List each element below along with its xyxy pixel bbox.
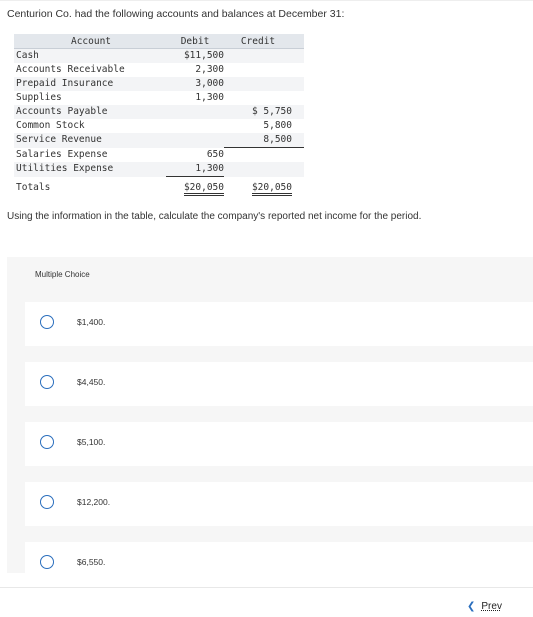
debit-cell: 1,300 [166, 162, 224, 177]
credit-cell [224, 91, 304, 105]
table-row [14, 119, 304, 133]
debit-cell: $11,500 [166, 49, 224, 64]
debit-cell: 650 [166, 148, 224, 163]
debit-cell [166, 105, 224, 119]
answer-option-4[interactable] [25, 482, 533, 526]
debit-cell [166, 119, 224, 133]
prev-button[interactable] [467, 601, 502, 612]
table-row [14, 162, 304, 177]
credit-cell [224, 49, 304, 64]
debit-cell: 3,000 [166, 77, 224, 91]
problem-intro: Centurion Co. had the following accounts and balances at December 31: [7, 8, 345, 20]
trial-balance-table [14, 34, 304, 199]
account-cell: Supplies [14, 91, 166, 105]
account-cell: Cash [14, 49, 166, 64]
totals-row [14, 177, 304, 200]
credit-total: $20,050 [252, 182, 292, 196]
answer-option-label: $5,100. [77, 437, 106, 447]
debit-cell [166, 133, 224, 148]
account-cell: Utilities Expense [14, 162, 166, 177]
credit-cell: $ 5,750 [224, 105, 304, 119]
table-row [14, 91, 304, 105]
credit-cell [224, 77, 304, 91]
radio-icon[interactable] [40, 375, 54, 389]
credit-cell: 8,500 [224, 133, 304, 148]
account-cell: Prepaid Insurance [14, 77, 166, 91]
account-cell: Accounts Payable [14, 105, 166, 119]
question-text: Using the information in the table, calculate the company's reported net income for the period. [7, 211, 422, 222]
answer-option-label: $6,550. [77, 557, 106, 567]
answer-option-3[interactable] [25, 422, 533, 466]
radio-icon[interactable] [40, 435, 54, 449]
prev-label: Prev [481, 601, 502, 612]
table-row [14, 49, 304, 64]
credit-cell [224, 162, 304, 177]
totals-label: Totals [14, 177, 166, 200]
account-column-header: Account [14, 34, 166, 49]
account-cell: Service Revenue [14, 133, 166, 148]
credit-cell [224, 63, 304, 77]
table-row [14, 77, 304, 91]
credit-column-header: Credit [224, 34, 304, 49]
table-row [14, 148, 304, 163]
answer-option-label: $4,450. [77, 377, 106, 387]
account-cell: Salaries Expense [14, 148, 166, 163]
debit-total: $20,050 [184, 182, 224, 196]
top-divider [0, 0, 533, 1]
credit-cell [224, 148, 304, 163]
answer-option-label: $1,400. [77, 317, 106, 327]
debit-cell: 1,300 [166, 91, 224, 105]
table-row [14, 105, 304, 119]
table-row [14, 63, 304, 77]
account-cell: Common Stock [14, 119, 166, 133]
answer-option-2[interactable] [25, 362, 533, 406]
debit-cell: 2,300 [166, 63, 224, 77]
debit-column-header: Debit [166, 34, 224, 49]
radio-icon[interactable] [40, 555, 54, 569]
footer-divider [0, 587, 533, 588]
answer-option-1[interactable] [25, 302, 533, 346]
chevron-left-icon: ❮ [467, 601, 476, 612]
table-header-row [14, 34, 304, 49]
table-row [14, 133, 304, 148]
answer-option-label: $12,200. [77, 497, 111, 507]
radio-icon[interactable] [40, 495, 54, 509]
multiple-choice-title: Multiple Choice [35, 270, 90, 279]
answer-option-5[interactable] [25, 542, 533, 573]
credit-cell: 5,800 [224, 119, 304, 133]
radio-icon[interactable] [40, 315, 54, 329]
multiple-choice-panel [7, 257, 533, 573]
account-cell: Accounts Receivable [14, 63, 166, 77]
